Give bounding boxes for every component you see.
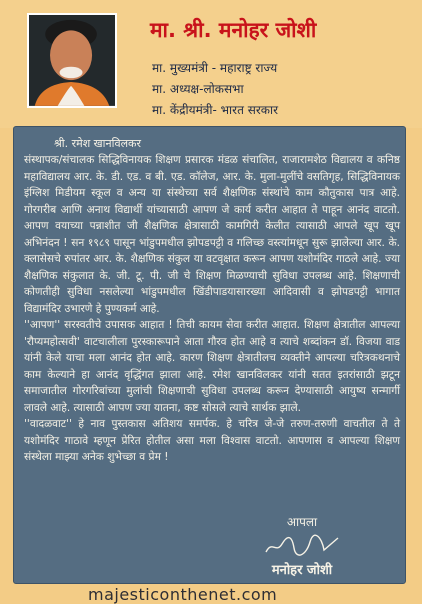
person-name: मा. श्री. मनोहर जोशी — [150, 18, 317, 42]
letter-panel — [13, 126, 406, 584]
letter-paragraph: ''आपण'' सरस्वतीचे उपासक आहात ! तिची कायम सेवा करीत आहात. शिक्षण क्षेत्रातील आपल्या 'रौप्यमहोत्सवी' वाटचालीला पुरस्कारूपाने आता गौरव होत आहे व त्याचे शब्दांकन डॉ. विजया वाड यांनी केले याचा मला आनंद होत आहे. कारण शिक्षण क्षेत्रातीलच व्यक्तीने आपल्या चरित्रकथनाचे काम केल्याने हा आनंद वृद्धिंगत झाला आहे. रमेश खानविलकर यांनी सतत इतरांसाठी झटून समाजातील गोरगरिबांच्या मुलांची शिक्षणाची सुविधा उपलब्ध करून देण्यासाठी आयुष्य सन्मार्गी लावले आहे. त्यासाठी आपण ज्या यातना, कष्ट सोसले त्याचे सार्थक झाले. — [24, 319, 400, 414]
sign-off: आपला — [286, 515, 318, 529]
portrait-photo — [27, 13, 117, 108]
letter-paragraph: ''वादळवाट'' हे नाव पुस्तकास अतिशय समर्पक. हे चरित्र जे-जे तरुण-तरुणी वाचतील ते ते यशोमंदिर गाठावे म्हणून प्रेरित होतील असा मला विश्वास वाटतो. आपणास व आपल्या शिक्षण संस्थेला माझ्या अनेक शुभेच्छा व प्रेम ! — [24, 418, 400, 463]
letter-paragraph: संस्थापक/संचालक सिद्धिविनायक शिक्षण प्रसारक मंडळ संचालित, राजारामशेठ विद्यालय व कनिष्ठ महाविद्यालय आर. के. डी. एड. व बी. एड. कॉलेज, आर. के. मुला-मुलींचे वसतिगृह, सिद्धिविनायक इंग्लिश मिडीयम स्कूल व अन्य या संस्थेच्या सर्व शैक्षणिक संस्थांचे काम कौतुकास पात्र आहे. गोरगरीब आणि अनाथ विद्यार्थी यांच्यासाठी आपण जे कार्य करीत आहात ते पाहून आनंद वाटतो. आपण वयाच्या पन्नाशीत जी शैक्षणिक क्षेत्रासाठी कामगिरी केलीत त्यासाठी आपले खूप खूप अभिनंदन ! सन १९८९ पासून भांडुपमधील झोपडपट्टी व गलिच्छ वस्त्यांमधून सुरू झालेल्या आर. के. क्लासेसचे रुपांतर आर. के. शैक्षणिक संकुल या वटवृक्षात करून आपण यशोमंदिर गाठले आहे. ज्या शैक्षणिक संकुलात के. जी. टू. पी. जी चे शिक्षण मिळण्याची सुविधा उपलब्ध आहे. शिक्षणाची कोणतीही सुविधा नसलेल्या भांडुपमधील खिंडीपाडयासारख्या आदिवासी व झोपडपट्टी भागात विद्यामंदिर उभारणे हे पुण्यकर्म आहे. — [24, 154, 400, 315]
position-chief-minister: मा. मुख्यमंत्री - महाराष्ट्र राज्य — [152, 61, 278, 75]
portrait-illustration — [29, 15, 115, 106]
position-lok-sabha-speaker: मा. अध्यक्ष-लोकसभा — [152, 82, 244, 96]
handwritten-signature — [247, 530, 357, 560]
position-union-minister: मा. केंद्रीयमंत्री- भारत सरकार — [152, 103, 278, 117]
signatory-name: मनोहर जोशी — [271, 563, 333, 578]
signature-block — [247, 513, 357, 578]
letter-salutation: श्री. रमेश खानविलकर — [54, 137, 142, 150]
website-watermark: majesticonthenet.com — [88, 585, 278, 604]
letter-body — [24, 152, 400, 466]
header-section — [0, 0, 422, 128]
